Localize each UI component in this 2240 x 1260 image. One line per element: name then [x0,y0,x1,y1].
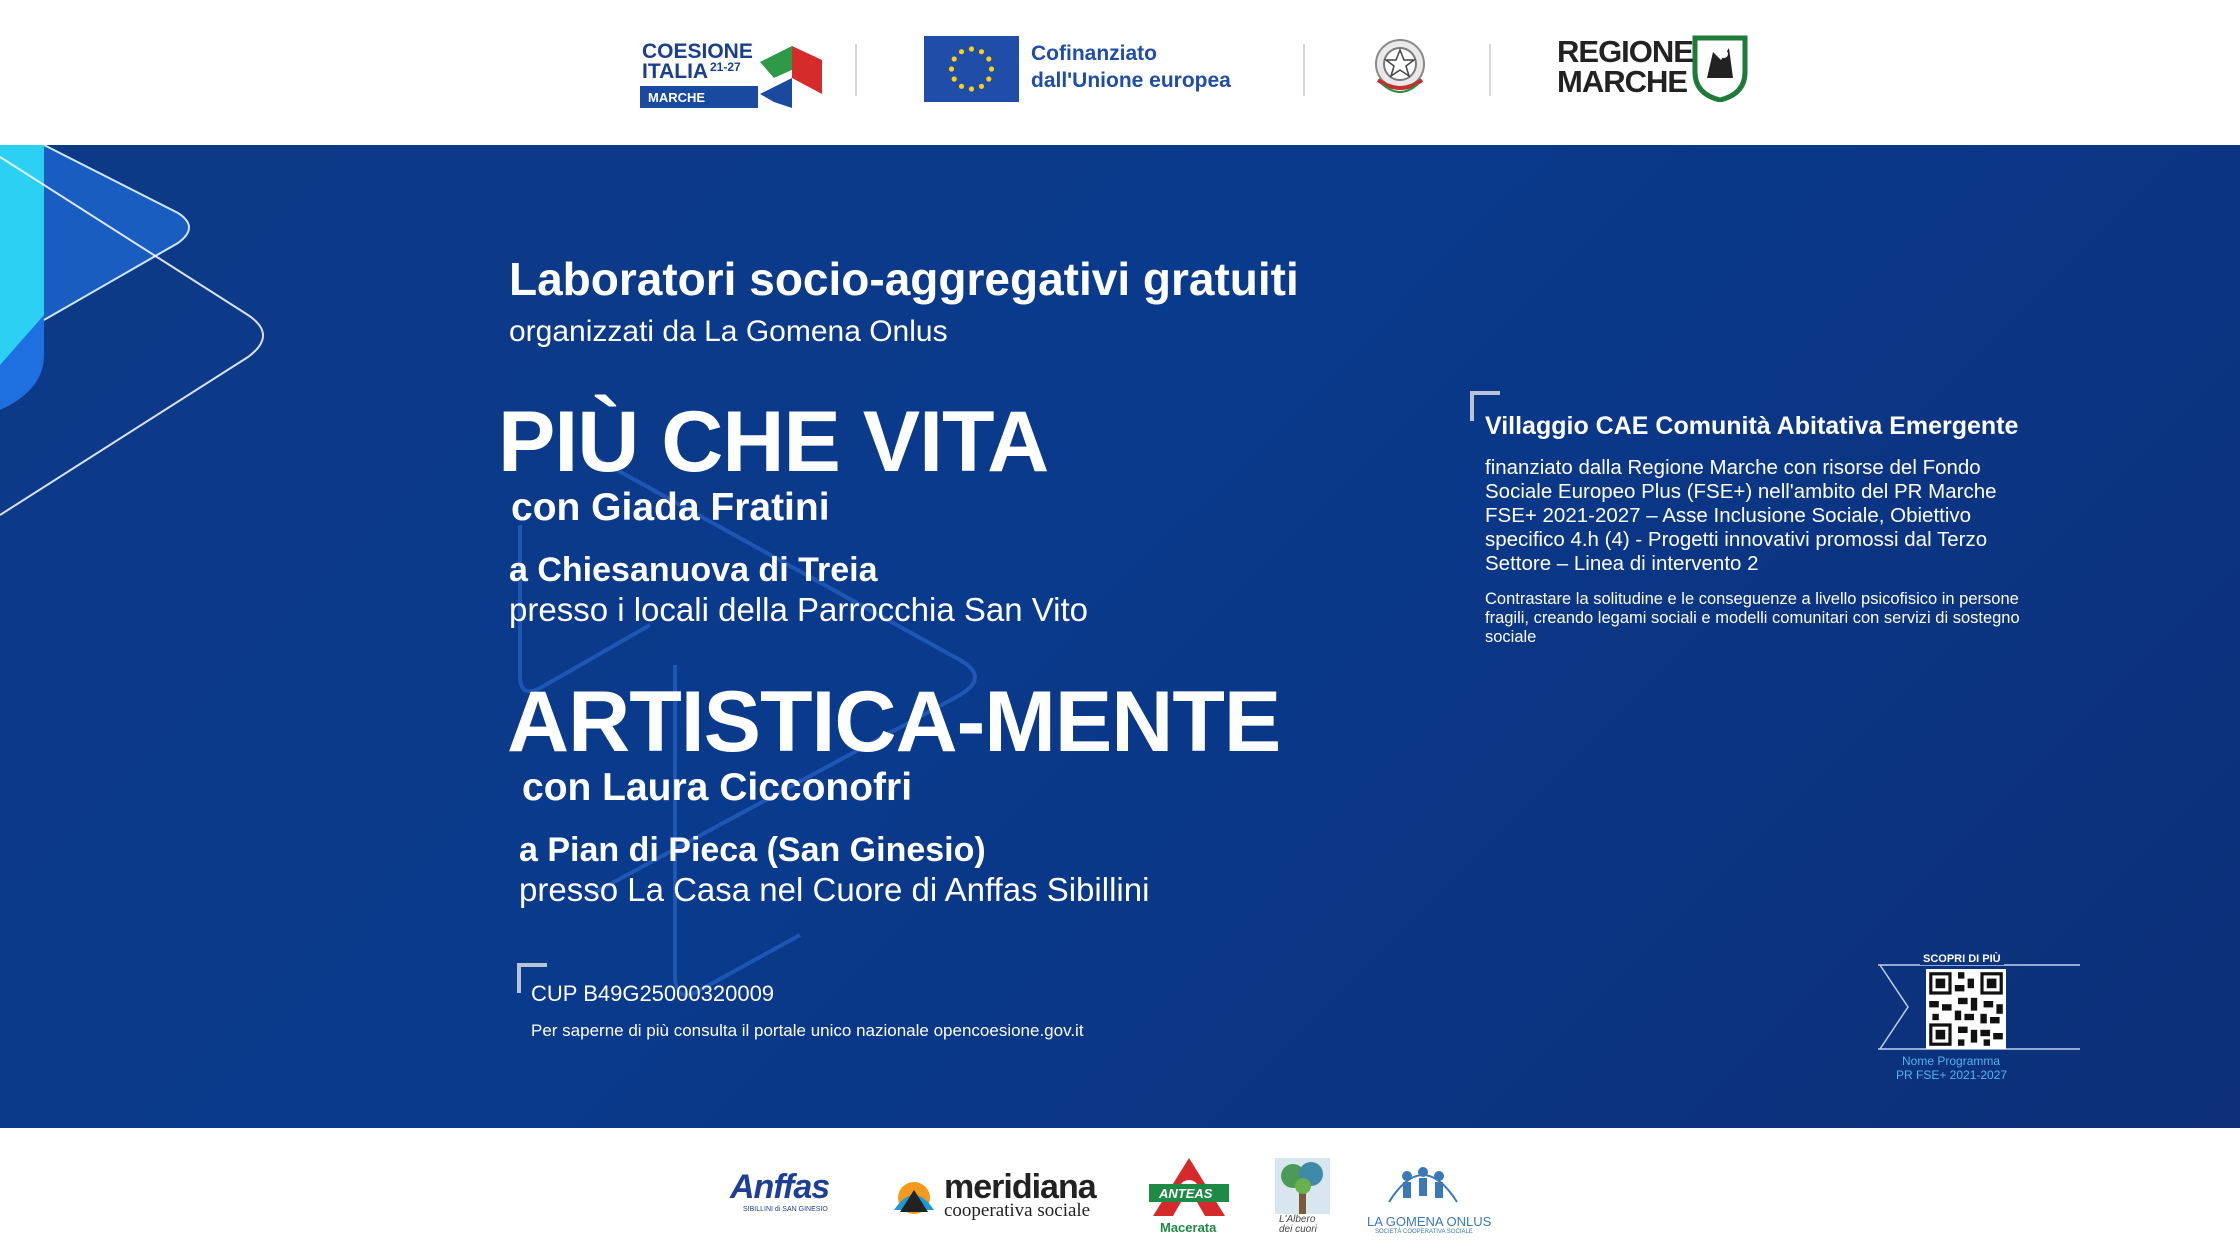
eu-cofinanced-logo [924,36,1254,104]
info-note-line: fragili, creando legami sociali e modelli comunitari con servizi di sostegno [1485,609,2020,627]
eu-line1: Cofinanziato [1031,42,1157,65]
albero-dei-cuori-logo [1275,1158,1330,1234]
info-note-line: Contrastare la solitudine e le conseguenze a livello psicofisico in persone [1485,590,2019,608]
main-panel [0,145,2240,1128]
page-subtitle: organizzati da La Gomena Onlus [509,315,948,348]
regione-line1: REGIONE [1557,34,1693,69]
qr-code-icon [1926,969,2006,1049]
albero-line2: dei cuori [1279,1224,1317,1235]
anteas-logo [1145,1156,1233,1236]
info-body-line: Sociale Europeo Plus (FSE+) nell'ambito del PR Marche [1485,480,1997,503]
anteas-sub: Macerata [1160,1220,1217,1235]
coesione-region: MARCHE [648,90,706,105]
regione-line2: MARCHE [1557,64,1688,99]
lab2-name: ARTISTICA-MENTE [507,674,1281,770]
coesione-italia-logo [640,36,825,112]
gomena-sub: SOCIETÀ COOPERATIVA SOCIALE [1375,1229,1473,1235]
anffas-name: Anffas [730,1168,830,1206]
coesione-region-band [640,86,758,108]
header-separator [855,44,857,96]
lab1-instructor: con Giada Fratini [511,486,830,529]
regione-marche-shield-icon [1691,34,1749,102]
header-separator [1303,44,1305,96]
info-title: Villaggio CAE Comunità Abitativa Emergente [1485,412,2019,440]
header-separator [1489,44,1491,96]
page-title: Laboratori socio-aggregativi gratuiti [509,253,1299,305]
albero-line1: L'Albero [1279,1214,1316,1225]
lab2-location: a Pian di Pieca (San Ginesio) [519,831,986,869]
albero-tree-icon [1275,1158,1330,1214]
qr-label: SCOPRI DI PIÙ [1920,953,2004,965]
meridiana-sun-icon [890,1176,938,1216]
lab2-instructor: con Laura Cicconofri [522,766,913,809]
regione-marche-logo [1557,34,1752,104]
info-note-line: sociale [1485,628,1537,646]
anffas-sub: SIBILLINI di SAN GINESIO [743,1206,828,1213]
cup-label: CUP [531,981,578,1006]
eu-line2: dall'Unione europea [1031,69,1231,92]
qr-caption-program: Nome Programma [1902,1054,2001,1068]
coesione-line1: COESIONE [642,40,753,63]
eu-flag-icon [924,36,1019,102]
anteas-name: ANTEAS [1159,1186,1213,1201]
coesione-line2: ITALIA [642,60,709,83]
info-body-line: finanziato dalla Regione Marche con risorse del Fondo [1485,456,1981,479]
qr-code-block[interactable] [1878,953,2083,1088]
gomena-name: LA GOMENA ONLUS [1367,1214,1492,1229]
meridiana-sub: cooperativa sociale [944,1200,1091,1221]
coesione-years: 21-27 [710,60,741,74]
italian-republic-emblem-icon [1370,34,1430,100]
gomena-people-icon [1385,1158,1461,1208]
info-body [1485,456,1997,576]
info-body-line: specifico 4.h (4) - Progetti innovativi promossi dal Terzo [1485,528,1988,551]
info-body-line: Settore – Linea di intervento 2 [1485,552,1759,575]
la-gomena-logo [1363,1158,1492,1238]
lab1-venue: presso i locali della Parrocchia San Vito [509,591,1089,628]
portal-note: Per saperne di più consulta il portale unico nazionale opencoesione.gov.it [531,1021,1084,1040]
meridiana-logo [890,1170,1105,1220]
qr-caption-pr: PR FSE+ 2021-2027 [1896,1068,2008,1082]
lab1-location: a Chiesanuova di Treia [509,551,878,589]
anffas-logo [728,1168,848,1218]
info-body-line: FSE+ 2021-2027 – Asse Inclusione Sociale, Obiettivo [1485,504,1972,527]
cup-code: B49G25000320009 [583,981,775,1006]
meridiana-name: meridiana [944,1168,1096,1206]
cup-line [531,981,774,1007]
lab2-venue: presso La Casa nel Cuore di Anffas Sibillini [519,871,1150,908]
header-logos-bar [0,0,2240,145]
info-note [1485,590,2020,647]
lab1-name: PIÙ CHE VITA [498,394,1049,490]
decorative-triangle-shapes [0,145,360,605]
footer-partners-bar [0,1128,2240,1260]
coesione-chevron-icon [752,42,824,112]
